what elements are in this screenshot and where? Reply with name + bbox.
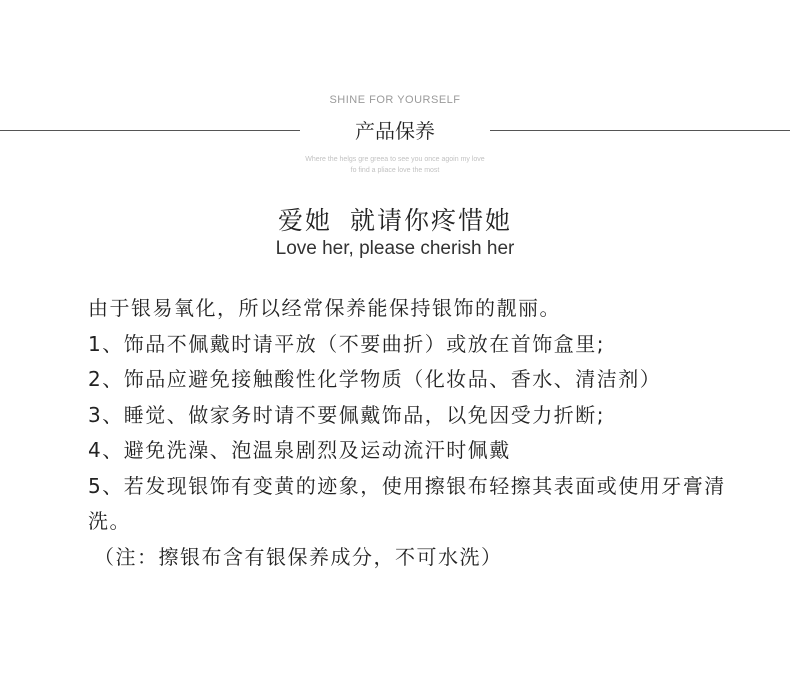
care-item-5: 5、若发现银饰有变黄的迹象，使用擦银布轻擦其表面或使用牙膏清洗。 [88, 473, 726, 533]
divider-right [490, 130, 790, 131]
headline-chinese-part-2: 就请你疼惜她 [350, 206, 513, 235]
care-item-3: 3、睡觉、做家务时请不要佩戴饰品，以免因受力折断; [88, 402, 605, 427]
tagline-line-1: Where the helgs gre greea to see you once agoin my love [305, 156, 485, 163]
eyebrow-text: SHINE FOR YOURSELF [329, 94, 461, 106]
care-intro: 由于银易氧化，所以经常保养能保持银饰的靓丽。 [88, 296, 561, 320]
care-item-2: 2、饰品应避免接触酸性化学物质（化妆品、香水、清洁剂） [88, 367, 662, 391]
headline-chinese [0, 201, 790, 237]
tagline-line-2: fo find a pliace love the most [350, 167, 440, 174]
care-instructions [88, 291, 728, 575]
headline-chinese-part-1: 爱她 [277, 206, 332, 235]
headline-english: Love her, please cherish her [275, 238, 515, 259]
section-title: 产品保养 [355, 119, 435, 143]
care-note: （注：擦银布含有银保养成分，不可水洗） [94, 544, 503, 569]
care-item-4: 4、避免洗澡、泡温泉剧烈及运动流汗时佩戴 [88, 438, 511, 462]
care-item-1: 1、饰品不佩戴时请平放（不要曲折）或放在首饰盒里; [88, 331, 605, 356]
